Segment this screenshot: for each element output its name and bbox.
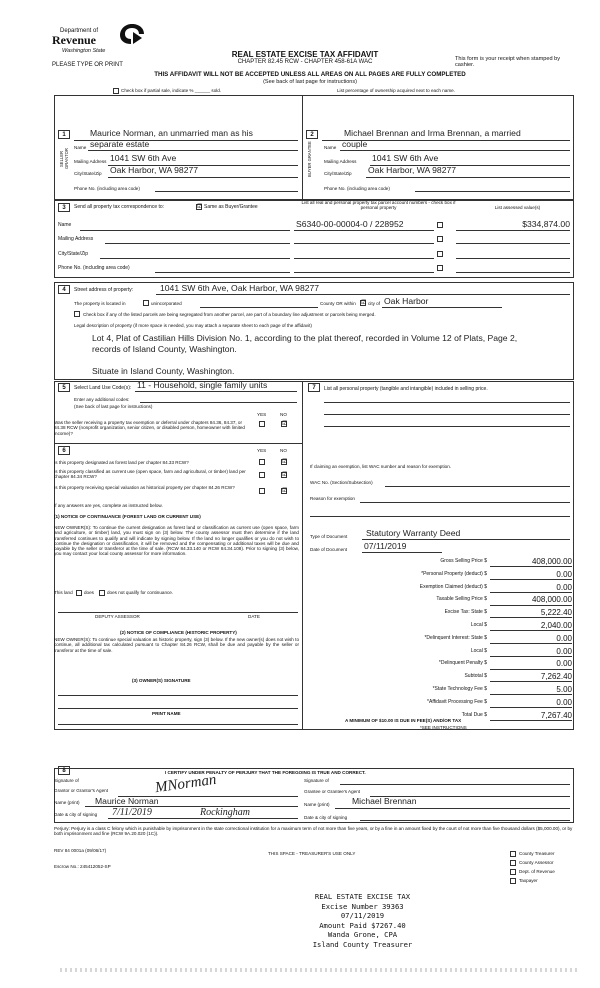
located-in-label: The property is located in	[74, 301, 126, 306]
parcel-4-checkbox[interactable]	[437, 265, 443, 271]
agency-name: Revenue	[52, 33, 96, 47]
financial-value: 0.00	[490, 583, 572, 593]
s3-name-label: Name	[58, 222, 72, 228]
partial-sale-label: Check box if partial sale, indicate % ______ sold.	[121, 88, 222, 93]
street-label: Street address of property:	[74, 287, 134, 293]
see-back-5: (See back of last page for instructions)	[74, 404, 153, 409]
stamp-line-4: Amount Paid $7267.40	[319, 920, 406, 930]
type-document-label: Type of Document	[310, 534, 348, 539]
form-subtitle: CHAPTER 82.45 RCW - CHAPTER 458-61A WAC	[237, 59, 373, 65]
unincorporated-label: unincorporated	[151, 301, 182, 306]
financial-value: 0.00	[490, 647, 572, 657]
s3-city-label: City/State/Zip	[58, 251, 89, 257]
seller-city: Oak Harbor, WA 98277	[110, 165, 199, 175]
stamp-line-6: Island County Treasurer	[312, 939, 413, 949]
buyer-name-line1: Michael Brennan and Irma Brennan, a married	[344, 128, 521, 138]
same-as-buyer-label: Same as Buyer/Grantee	[204, 204, 258, 210]
financial-row	[412, 685, 572, 696]
buyer-mailing: 1041 SW 6th Ave	[372, 153, 439, 163]
agency-dept: Department of	[60, 28, 99, 34]
section-5-number: 5	[58, 383, 70, 392]
same-as-buyer-checkbox[interactable]: ☑	[197, 204, 203, 210]
s6-q3-no-checkbox[interactable]: ☑	[282, 488, 288, 494]
section-2-number: 2	[306, 130, 318, 139]
s6-question-2: Is this property classified as current use (open space, farm and agricultural, or timber) land per chapter 84.34 RCW?	[54, 469, 246, 480]
grantee-name-label: Name (print)	[304, 802, 330, 807]
financial-value: 408,000.00	[490, 557, 572, 567]
personal-property-label: List all personal property (tangible and intangible) included in selling price.	[324, 386, 488, 392]
legal-description-label: Legal description of property (if more space is needed, you may attach a separate sheet to each page of the affidavit)	[74, 323, 312, 328]
copy-treasurer-label: County Treasurer	[519, 851, 555, 856]
buyer-phone-label: Phone No. (including area code)	[324, 186, 390, 191]
parcel-3-checkbox[interactable]	[437, 251, 443, 257]
unincorporated-checkbox[interactable]	[143, 300, 149, 306]
grantor-name: Maurice Norman	[95, 796, 159, 806]
seller-name-line2: separate estate	[90, 139, 150, 149]
s6-no-label: NO	[280, 448, 287, 453]
financial-row	[412, 583, 572, 594]
financial-label: Local $	[470, 647, 487, 654]
city-of-checkbox[interactable]: ☑	[361, 300, 367, 306]
s6-q1-no-checkbox[interactable]: ☑	[282, 459, 288, 465]
financial-label: Exemption Claimed (deduct) $	[419, 583, 487, 590]
notice-compliance-title: (2) NOTICE OF COMPLIANCE (HISTORIC PROPERTY)	[120, 630, 237, 635]
parcel-header: List all real and personal property tax parcel account numbers - check box if personal property	[301, 200, 456, 211]
grantor-signature: MNorman	[154, 771, 218, 797]
escrow-number: Escrow No.: 245412052-SP	[54, 864, 111, 869]
financial-row	[412, 647, 572, 658]
percentage-note: List percentage of ownership acquired next to each name.	[337, 88, 455, 93]
s6-yes-label: YES	[257, 448, 267, 453]
legal-line-3: Situate in Island County, Washington.	[92, 366, 235, 376]
financial-value: 2,040.00	[490, 621, 572, 631]
financial-label: Taxable Selling Price $	[436, 596, 487, 603]
city-name: Oak Harbor	[384, 296, 429, 306]
buyer-city-label: City/State/Zip	[324, 171, 352, 176]
date-label: DATE	[248, 614, 260, 619]
partial-sale-checkbox[interactable]	[113, 88, 119, 94]
copy-assessor-checkbox[interactable]	[510, 860, 516, 866]
parcel-2-checkbox[interactable]	[437, 236, 443, 242]
financial-row	[412, 672, 572, 683]
buyer-mailing-label: Mailing Address	[324, 159, 357, 164]
section-3-box	[54, 200, 574, 278]
parcel-number: S6340-00-00004-0 / 228952	[296, 219, 404, 229]
financial-label: Subtotal $	[464, 673, 487, 680]
grantor-name-label: Name (print)	[54, 800, 80, 805]
form-title: REAL ESTATE EXCISE TAX AFFIDAVIT	[231, 50, 379, 59]
seller-side-label: SELLER GRANTOR	[59, 148, 69, 170]
print-name-label: PRINT NAME	[152, 711, 181, 716]
grantor-city: Rockingham	[200, 807, 250, 818]
wac-number-label: WAC No. (Section/Subsection)	[310, 480, 373, 485]
section-1-number: 1	[58, 130, 70, 139]
s5-q1-yes-checkbox[interactable]	[259, 421, 265, 427]
s6-q2-no-checkbox[interactable]: ☑	[282, 472, 288, 478]
land-use-code: 11 - Household, single family units	[137, 380, 268, 390]
copy-taxpayer-label: Taxpayer	[519, 878, 538, 883]
stamp-line-1: REAL ESTATE EXCISE TAX	[314, 892, 411, 901]
segregated-label: Check box if any of the listed parcels are being segregated from another parcel, are part of a boundary line adjustment or parcels being merged.	[83, 312, 376, 317]
financial-row	[412, 595, 572, 606]
copy-dor-label: Dept. of Revenue	[519, 869, 555, 874]
perjury-notice: Perjury: Perjury is a class C felony which is punishable by imprisonment in the state correctional institution for a maximum term of not more than five years, or by a fine in an amount fixed by the court of not more than five thousand dollars ($5,000.00), or by both imprisonment and fine (RCW 9A.20.020 (1C)).	[54, 826, 573, 837]
deputy-assessor-label: DEPUTY ASSESSOR	[95, 614, 140, 619]
grantee-name: Michael Brennan	[352, 796, 417, 806]
stamp-line-3: 07/11/2019	[340, 911, 385, 920]
stamp-line-5: Wanda Grone, CPA	[327, 930, 398, 939]
financial-value: 5,222.40	[490, 608, 572, 618]
does-label: does	[84, 590, 94, 595]
financial-value: 408,000.00	[490, 595, 572, 605]
financial-row	[412, 659, 572, 670]
financial-value: 7,267.40	[490, 711, 572, 721]
grantee-date-label: Date & city of signing	[304, 815, 348, 820]
financial-value: 0.00	[490, 698, 572, 708]
send-correspondence-label: Send all property tax correspondence to:	[74, 204, 165, 210]
warning-banner: THIS AFFIDAVIT WILL NOT BE ACCEPTED UNLESS ALL AREAS ON ALL PAGES ARE FULLY COMPLETED	[154, 71, 466, 78]
buyer-side-label: BUYER GRANTEE	[307, 141, 312, 177]
financial-row	[412, 634, 572, 645]
grantor-date-label: Date & city of signing	[54, 812, 98, 817]
notice-continuance-title: (1) NOTICE OF CONTINUANCE (FOREST LAND OR CURRENT USE)	[54, 514, 201, 519]
notice-continuance-body: NEW OWNER(S): To continue the current designation as forest land or classification as current use (open space, farm and agriculture, or timber) land, you must sign on (3) below. The county assessor must then determine if the land transferred continues to qualify and will indicate by signing below. If the land no longer qualifies or you do not wish to continue the designation or classification, it will be removed and the compensating or additional taxes will be due and payable by the seller or transferor at the time of sale. (RCW 84.33.140 or RCW 84.34.108). Prior to signing (3) below, you may contact your local county assessor for more information.	[54, 525, 299, 557]
buyer-city: Oak Harbor, WA 98277	[368, 165, 457, 175]
grantor-agent-label: Grantor or Grantor's Agent	[54, 788, 108, 793]
legal-line-1: Lot 4, Plat of Castilian Hills Division No. 1, according to the plat thereof, recorded in Volume 12 of Plats, Page 2,	[92, 333, 518, 343]
s6-q3-yes-checkbox[interactable]	[259, 488, 265, 494]
dor-logo-icon	[118, 22, 146, 46]
financial-row	[412, 570, 572, 581]
s6-q1-yes-checkbox[interactable]	[259, 459, 265, 465]
s6-q2-yes-checkbox[interactable]	[259, 472, 265, 478]
assessed-header: List assessed value(s)	[494, 205, 541, 210]
section-3-number: 3	[58, 203, 70, 212]
street-address: 1041 SW 6th Ave, Oak Harbor, WA 98277	[160, 283, 320, 293]
type-document: Statutory Warranty Deed	[366, 528, 461, 538]
financial-label: Local $	[470, 622, 487, 628]
does-checkbox[interactable]	[76, 590, 82, 596]
reason-label: Reason for exemption	[310, 496, 355, 501]
section-4-number: 4	[58, 285, 70, 294]
financial-value: 0.00	[490, 634, 572, 644]
financial-row	[412, 621, 572, 632]
financial-label: Excise Tax: State $	[444, 609, 487, 616]
treasurer-stamp	[300, 892, 425, 949]
assessed-value: $334,874.00	[522, 219, 570, 229]
owner-signature-label: (3) OWNER(S) SIGNATURE	[132, 678, 191, 683]
s3-mailing-label: Mailing Address	[58, 236, 94, 242]
any-yes-note: If any answers are yes, complete as instructed below.	[54, 503, 163, 508]
section-6-number: 6	[58, 446, 70, 455]
s5-yes-label: YES	[257, 412, 267, 417]
agency-state: Washington State	[62, 48, 106, 54]
dor-logo	[52, 22, 150, 62]
legal-line-2: records of Island County, Washington.	[92, 344, 237, 354]
enter-additional-label: Enter any additional codes:	[74, 397, 130, 402]
financial-row	[412, 557, 572, 568]
copy-assessor-label: County Assessor	[519, 860, 554, 865]
section-8-number: 8	[58, 766, 70, 775]
copy-treasurer-checkbox[interactable]	[510, 851, 516, 857]
grantor-date: 7/11/2019	[112, 807, 152, 818]
please-type: PLEASE TYPE OR PRINT	[52, 62, 123, 68]
does-not-checkbox[interactable]	[99, 590, 105, 596]
seller-name-line1: Maurice Norman, an unmarried man as his	[90, 128, 253, 138]
financial-value: 0.00	[490, 570, 572, 580]
s5-q1-no-checkbox[interactable]: ☑	[282, 421, 288, 427]
notice-compliance-body: NEW OWNER(S): To continue special valuation as historic property, sign (3) below. If the new owner(s) does not wish to continue, all additional tax calculated pursuant to Chapter 84.26 RCW, shall be due and payable by the seller or transferor at the time of sale.	[54, 637, 299, 653]
scan-noise	[60, 968, 580, 972]
copy-dor-checkbox[interactable]	[510, 869, 516, 875]
form-revision: REV 84 0001a (09/06/17)	[54, 848, 107, 853]
seller-mailing-label: Mailing Address	[74, 159, 107, 164]
segregated-checkbox[interactable]	[74, 311, 80, 317]
this-land-label: This land	[54, 590, 73, 595]
city-of-label: city of	[368, 301, 380, 306]
land-use-label: Select Land Use Code(s):	[74, 385, 132, 391]
financial-row	[412, 608, 572, 619]
financial-value: 0.00	[490, 659, 572, 669]
seller-mailing: 1041 SW 6th Ave	[110, 153, 177, 163]
buyer-name-label: Name	[324, 145, 337, 150]
grantor-signature-of: Signature of	[54, 778, 79, 783]
grantee-signature-of: Signature of	[304, 778, 329, 783]
see-back-note: (See back of last page for instructions)	[263, 79, 357, 85]
treasurer-only-label: THIS SPACE - TREASURER'S USE ONLY	[268, 851, 356, 856]
financial-label: Total Due $	[461, 711, 487, 718]
seller-name-label: Name	[74, 145, 87, 150]
financial-label: *Delinquent Interest: State $	[424, 634, 487, 641]
seller-city-label: City/State/Zip	[74, 171, 102, 176]
financial-row	[412, 698, 572, 709]
s6-question-1: Is this property designated as forest land per chapter 84.33 RCW?	[54, 460, 189, 465]
claim-exemption-label: If claiming an exemption, list WAC number and reason for exemption.	[310, 464, 452, 469]
buyer-name-line2: couple	[342, 139, 368, 149]
see-instructions-note: *SEE INSTRUCTIONS	[420, 725, 467, 730]
seller-phone-label: Phone No. (including area code)	[74, 186, 140, 191]
county-or-within-label: County OR within	[320, 301, 356, 306]
s6-question-3: Is this property receiving special valuation as historical property per chapter 84.26 RCW?	[54, 485, 235, 490]
parcel-personal-checkbox[interactable]	[437, 222, 443, 228]
certify-statement: I CERTIFY UNDER PENALTY OF PERJURY THAT THE FOREGOING IS TRUE AND CORRECT.	[165, 770, 366, 775]
financial-label: Gross Selling Price $	[440, 558, 487, 564]
does-not-label: does not qualify for continuance.	[107, 590, 174, 595]
financial-value: 7,262.40	[490, 672, 572, 682]
copy-taxpayer-checkbox[interactable]	[510, 878, 516, 884]
stamp-line-2: Excise Number 39363	[321, 901, 404, 911]
financial-value: 5.00	[490, 685, 572, 695]
section-7-number: 7	[308, 383, 320, 392]
date-document-label: Date of Document	[310, 547, 348, 552]
s5-no-label: NO	[280, 412, 287, 417]
financial-label: *Delinquent Penalty $	[438, 660, 487, 667]
s3-phone-label: Phone No. (including area code)	[58, 265, 130, 271]
financial-label: *Affidavit Processing Fee $	[427, 698, 487, 705]
minimum-due-note: A MINIMUM OF $10.00 IS DUE IN FEE(S) AND/OR TAX	[345, 718, 462, 723]
financial-label: *State Technology Fee $	[432, 686, 487, 692]
date-document: 07/11/2019	[364, 541, 407, 551]
financial-label: *Personal Property (deduct) $	[421, 570, 487, 577]
receipt-note: This form is your receipt when stamped by cashier.	[455, 56, 561, 69]
grantee-agent-label: Grantee or Grantee's Agent	[304, 789, 361, 794]
s5-question-1: Was the seller receiving a property tax exemption or deferral under chapters 84.36, 84.37, or 84.38 RCW (nonprofit organization, senior citizen, or disabled person, homeowner with limited income)?	[54, 420, 245, 436]
